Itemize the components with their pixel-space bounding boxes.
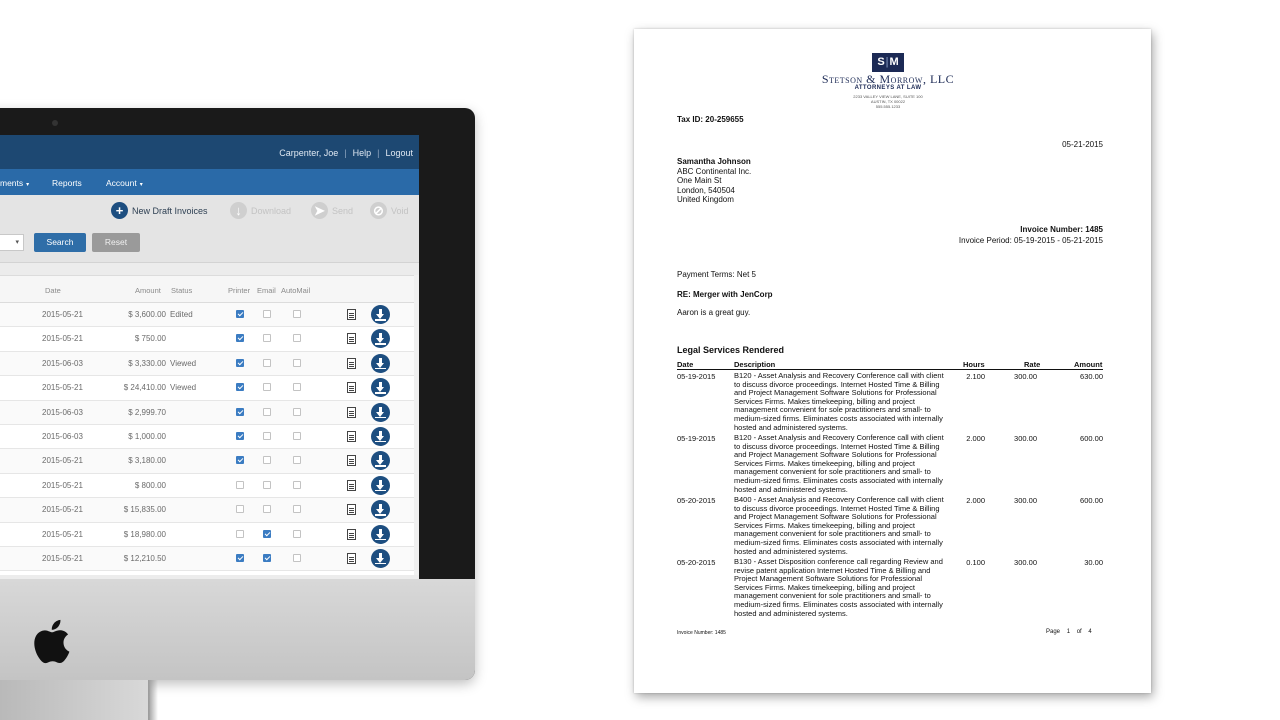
row-date: 2015-05-21 [42, 480, 83, 490]
download-icon-base [375, 343, 386, 345]
void-label: Void [391, 205, 409, 216]
nav-item-account[interactable] [106, 178, 143, 188]
firm-name: Stetson & Morrow, LLC [821, 72, 955, 86]
automail-checkbox[interactable] [293, 481, 301, 489]
download-icon-base [375, 514, 386, 516]
li-rate: 300.00 [1014, 434, 1037, 443]
automail-checkbox[interactable] [293, 456, 301, 464]
li-amount: 600.00 [1080, 434, 1103, 443]
logo-letter-s: S [877, 56, 885, 68]
li-hours: 2.000 [966, 434, 985, 443]
email-checkbox[interactable] [263, 334, 271, 342]
table-row[interactable] [0, 498, 414, 522]
page-of: of [1076, 629, 1082, 635]
download-icon-base [375, 441, 386, 443]
row-amount: $ 3,180.00 [128, 456, 166, 466]
client-name: Samantha Johnson [677, 157, 751, 166]
invoice-period: Invoice Period: 05-19-2015 - 05-21-2015 [958, 236, 1103, 245]
client-line: London, 540504 [677, 185, 735, 195]
payment-terms: Payment Terms: Net 5 [677, 270, 756, 279]
li-rate: 300.00 [1014, 496, 1037, 505]
services-table-header [677, 360, 1103, 370]
nav-item-reports[interactable] [52, 178, 82, 188]
automail-checkbox[interactable] [293, 334, 301, 342]
firm-logo [872, 53, 904, 72]
download-button[interactable] [230, 202, 291, 219]
table-row[interactable] [0, 327, 414, 351]
monitor-stand [0, 680, 150, 720]
send-icon: ➤ [311, 202, 328, 219]
download-icon-base [375, 319, 386, 321]
table-row[interactable] [0, 474, 414, 498]
monitor-bezel [0, 108, 475, 134]
help-link[interactable]: Help [352, 148, 372, 158]
download-label: Download [251, 205, 292, 216]
grid-scrollbar[interactable] [414, 275, 419, 575]
li-description: B130 - Asset Disposition conference call regarding Review and revise patent application Internet Hosted Time & Billing and Project Management Software Solutions for Professional Services Firms. Makes timekeeping, billing and project management convenient for sole practitioners and small- to medium-sized firms. Eliminates costs associated with internally hosted and administered systems. [734, 557, 943, 618]
table-row[interactable] [0, 425, 414, 449]
section-title: Legal Services Rendered [677, 345, 785, 355]
download-icon[interactable] [371, 427, 390, 446]
printer-checkbox[interactable] [236, 408, 244, 416]
document-icon[interactable] [347, 382, 356, 393]
table-row[interactable] [0, 547, 414, 571]
printer-checkbox[interactable] [236, 383, 244, 391]
document-icon[interactable] [347, 529, 356, 540]
row-date: 2015-05-21 [42, 553, 83, 563]
re-line: RE: Merger with JenCorp [677, 290, 773, 299]
firm-address [784, 94, 992, 109]
new-draft-invoices-button[interactable] [111, 202, 208, 219]
printer-checkbox[interactable] [236, 554, 244, 562]
email-checkbox[interactable] [263, 310, 271, 318]
client-line: One Main St [677, 176, 722, 185]
row-date: 2015-05-21 [42, 505, 83, 515]
reset-button[interactable]: Reset [92, 233, 140, 252]
client-address [677, 157, 751, 205]
row-amount: $ 750.00 [134, 334, 166, 344]
row-status: Viewed [170, 383, 197, 393]
page-total: 4 [1088, 629, 1092, 635]
printer-checkbox[interactable] [236, 530, 244, 538]
li-hours: 0.100 [966, 558, 985, 567]
th-amount: Amount [1074, 360, 1103, 369]
client-line: ABC Continental Inc. [677, 166, 752, 176]
email-checkbox[interactable] [263, 432, 271, 440]
email-checkbox[interactable] [263, 359, 271, 367]
document-icon[interactable] [347, 358, 356, 369]
li-date: 05-20-2015 [677, 496, 716, 505]
row-amount: $ 18,980.00 [123, 529, 166, 539]
grid-header [0, 276, 414, 303]
printer-checkbox[interactable] [236, 334, 244, 342]
li-hours: 2.100 [966, 372, 985, 381]
document-icon[interactable] [347, 455, 356, 466]
row-amount: $ 24,410.00 [123, 383, 166, 393]
download-icon-base [375, 368, 386, 370]
th-rate: Rate [1024, 360, 1041, 369]
row-amount: $ 12,210.50 [123, 553, 166, 563]
table-row[interactable] [0, 352, 414, 376]
li-amount: 630.00 [1080, 372, 1103, 381]
download-icon-base [375, 465, 386, 467]
invoice-number: Invoice Number: 1485 [1020, 225, 1103, 234]
row-status: Edited [170, 310, 193, 319]
row-amount: $ 1,000.00 [128, 431, 166, 441]
download-icon[interactable] [371, 451, 390, 470]
download-icon[interactable] [371, 500, 390, 519]
email-checkbox[interactable] [263, 383, 271, 391]
logo-letter-m: M [889, 56, 899, 68]
tax-id: Tax ID: 20-259655 [677, 115, 744, 124]
email-checkbox[interactable] [263, 530, 271, 538]
firm-address-line: 555.555.1233 [875, 104, 901, 109]
document-icon[interactable] [347, 431, 356, 442]
document-icon[interactable] [347, 504, 356, 515]
download-icon[interactable] [371, 378, 390, 397]
automail-checkbox[interactable] [293, 505, 301, 513]
document-icon[interactable] [347, 309, 356, 320]
row-date: 2015-06-03 [42, 358, 83, 368]
li-description: B120 - Asset Analysis and Recovery Conference call with client to discuss divorce proceedings. Internet Hosted Time & Billing and Project Management Software Solutions for Professional Services Firms. Makes timekeeping, billing and project management convenient for sole practitioners and small- to medium-sized firms. Eliminates costs associated with internally hosted and administered systems. [734, 371, 944, 432]
user-links [279, 148, 413, 158]
download-icon: ↓ [230, 202, 247, 219]
logout-link[interactable]: Logout [385, 148, 413, 158]
automail-checkbox[interactable] [293, 359, 301, 367]
send-button[interactable] [311, 202, 353, 219]
chevron-down-icon: ▾ [26, 182, 30, 188]
top-bar [0, 135, 419, 169]
printer-checkbox[interactable] [236, 359, 244, 367]
row-amount: $ 2,999.70 [128, 407, 166, 417]
plus-icon: + [111, 202, 128, 219]
li-date: 05-20-2015 [677, 558, 716, 567]
th-description: Description [734, 360, 776, 369]
download-icon-base [375, 539, 386, 541]
nav-label: Reports [52, 178, 82, 188]
nav-bar [0, 169, 419, 195]
user-name[interactable]: Carpenter, Joe [279, 148, 339, 158]
download-icon[interactable] [371, 476, 390, 495]
table-row[interactable] [0, 523, 414, 547]
page-label: Page [1046, 629, 1061, 635]
th-date: Date [677, 360, 694, 369]
download-icon[interactable] [371, 403, 390, 422]
col-date[interactable]: Date [45, 286, 61, 295]
download-icon[interactable] [371, 305, 390, 324]
search-button[interactable]: Search [34, 233, 86, 252]
row-date: 2015-05-21 [42, 383, 83, 393]
row-date: 2015-06-03 [42, 431, 83, 441]
row-amount: $ 3,600.00 [128, 310, 166, 319]
new-draft-label: New Draft Invoices [132, 205, 208, 216]
li-rate: 300.00 [1014, 372, 1037, 381]
li-hours: 2.000 [966, 496, 985, 505]
grid-body [0, 303, 414, 571]
automail-checkbox[interactable] [293, 383, 301, 391]
automail-checkbox[interactable] [293, 554, 301, 562]
invoice-date: 05-21-2015 [1062, 140, 1103, 149]
camera-dot [52, 120, 58, 126]
li-rate: 300.00 [1014, 558, 1037, 567]
email-checkbox[interactable] [263, 505, 271, 513]
logo-divider: | [885, 56, 889, 68]
col-printer[interactable]: Printer [228, 286, 251, 295]
invoice-document [634, 29, 1151, 693]
automail-checkbox[interactable] [293, 432, 301, 440]
table-row[interactable] [0, 303, 414, 327]
printer-checkbox[interactable] [236, 505, 244, 513]
document-icon[interactable] [347, 553, 356, 564]
document-icon[interactable] [347, 407, 356, 418]
table-row[interactable] [0, 376, 414, 400]
table-row[interactable] [0, 449, 414, 473]
firm-subtitle: ATTORNEYS AT LAW [854, 85, 922, 91]
li-description: B400 - Asset Analysis and Recovery Conference call with client to discuss divorce proceedings. Internet Hosted Time & Billing and Project Management Software Solutions for Professional Services Firms. Makes timekeeping, billing and project management convenient for sole practitioners and small- to medium-sized firms. Eliminates costs associated with internally hosted and administered systems. [734, 495, 944, 556]
nav-label: Account [106, 178, 137, 188]
monitor-stand-shadow [148, 680, 158, 720]
automail-checkbox[interactable] [293, 408, 301, 416]
li-date: 05-19-2015 [677, 434, 716, 443]
send-label: Send [332, 205, 354, 216]
download-icon-base [375, 490, 386, 492]
row-amount: $ 15,835.00 [123, 505, 166, 515]
document-icon[interactable] [347, 333, 356, 344]
th-hours: Hours [963, 360, 985, 369]
email-checkbox[interactable] [263, 481, 271, 489]
email-checkbox[interactable] [263, 554, 271, 562]
row-date: 2015-05-21 [42, 456, 83, 466]
monitor [0, 108, 475, 680]
void-button[interactable] [370, 202, 409, 219]
col-automail[interactable]: AutoMail [281, 286, 311, 295]
filter-select[interactable]: ▾ [0, 234, 24, 251]
client-line: United Kingdom [677, 195, 734, 204]
col-amount[interactable]: Amount [135, 286, 161, 295]
download-icon[interactable] [371, 549, 390, 568]
row-date: 2015-05-21 [42, 529, 83, 539]
toolbar [0, 195, 419, 227]
printer-checkbox[interactable] [236, 432, 244, 440]
col-email[interactable]: Email [257, 286, 276, 295]
nav-label: ments [0, 178, 24, 188]
row-amount: $ 3,330.00 [128, 358, 166, 368]
separator: | [344, 148, 347, 158]
li-amount: 30.00 [1084, 558, 1103, 567]
invoice-note: Aaron is a great guy. [677, 308, 751, 317]
row-date: 2015-05-21 [42, 310, 83, 319]
printer-checkbox[interactable] [236, 456, 244, 464]
download-icon[interactable] [371, 354, 390, 373]
table-row[interactable] [0, 401, 414, 425]
download-icon[interactable] [371, 525, 390, 544]
row-status: Viewed [170, 358, 197, 368]
page-current: 1 [1066, 629, 1071, 635]
email-checkbox[interactable] [263, 456, 271, 464]
li-amount: 600.00 [1080, 496, 1103, 505]
download-icon-base [375, 563, 386, 565]
row-date: 2015-06-03 [42, 407, 83, 417]
download-icon[interactable] [371, 329, 390, 348]
printer-checkbox[interactable] [236, 310, 244, 318]
download-icon-base [375, 417, 386, 419]
screen [0, 135, 419, 579]
monitor-chin [0, 579, 475, 680]
footer-invoice-number: Invoice Number: 1485 [677, 630, 726, 636]
automail-checkbox[interactable] [293, 310, 301, 318]
document-icon[interactable] [347, 480, 356, 491]
apple-logo-icon [27, 616, 71, 666]
firm-address-line: AUSTIN, TX 00022 [870, 99, 906, 104]
row-date: 2015-05-21 [42, 334, 83, 344]
firm-address-line: 2233 VALLEY VIEW LANE, SUITE 100 [853, 94, 923, 99]
footer-page [1046, 629, 1092, 635]
row-amount: $ 800.00 [134, 480, 166, 490]
invoice-grid [0, 275, 414, 575]
li-description: B120 - Asset Analysis and Recovery Conference call with client to discuss divorce proceedings. Internet Hosted Time & Billing and Project Management Software Solutions for Professional Services Firms. Makes timekeeping, billing and project management convenient for sole practitioners and small- to medium-sized firms. Eliminates costs associated with internally hosted and administered systems. [734, 433, 944, 494]
filter-bar [0, 227, 419, 263]
download-icon-base [375, 392, 386, 394]
separator: | [377, 148, 380, 158]
li-date: 05-19-2015 [677, 372, 716, 381]
email-checkbox[interactable] [263, 408, 271, 416]
automail-checkbox[interactable] [293, 530, 301, 538]
chevron-down-icon: ▾ [139, 182, 143, 188]
nav-item-payments[interactable] [0, 178, 29, 188]
col-status[interactable]: Status [171, 286, 193, 295]
printer-checkbox[interactable] [236, 481, 244, 489]
void-icon: ⊘ [370, 202, 387, 219]
